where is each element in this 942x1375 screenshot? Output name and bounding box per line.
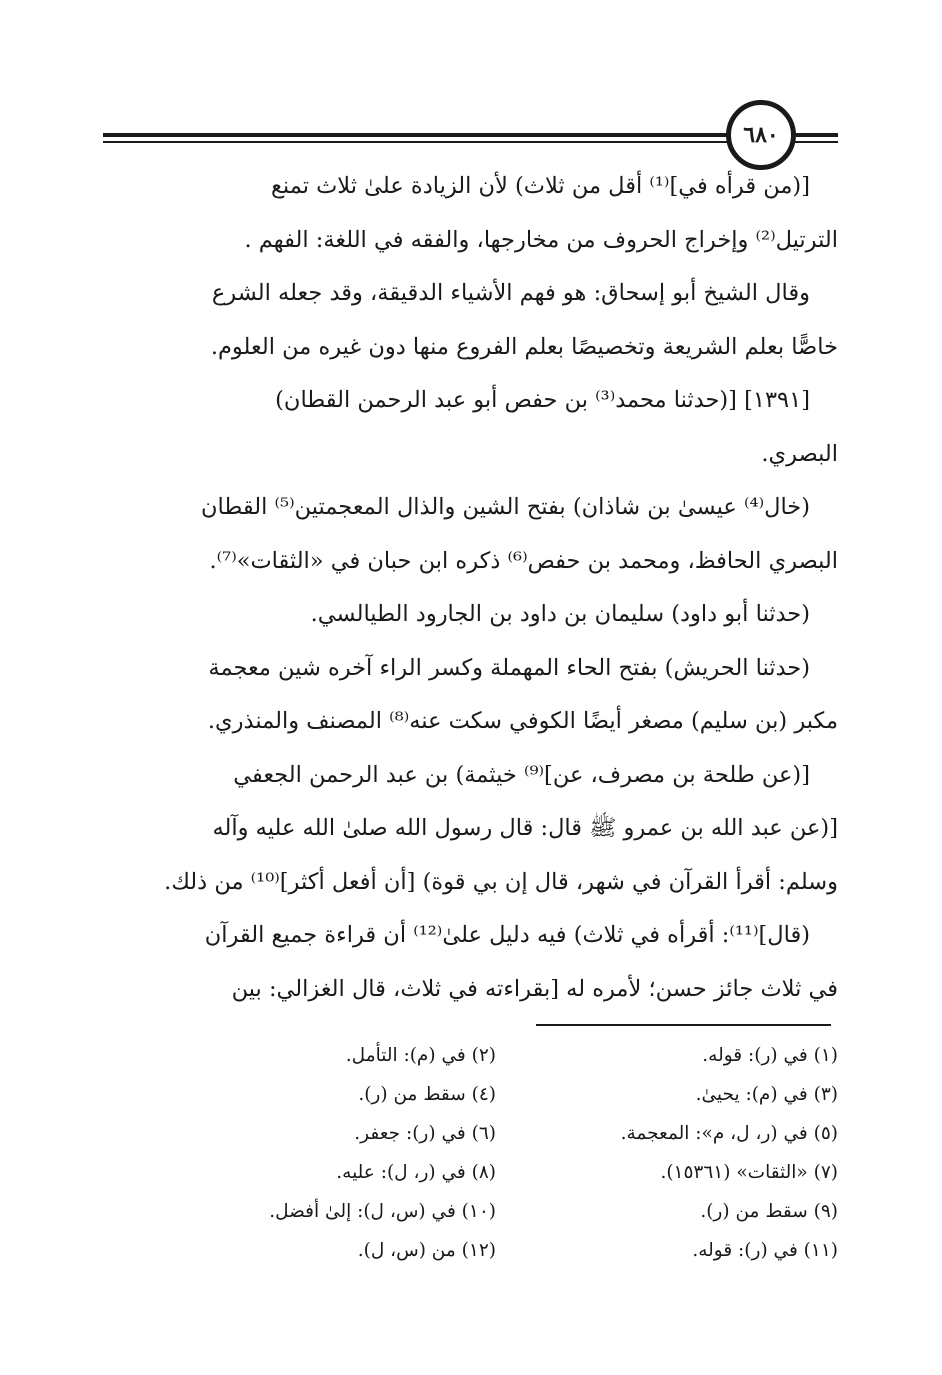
footnote: (٤) سقط من (ر).	[358, 1084, 496, 1105]
footnote-row	[104, 1075, 838, 1114]
footnote-row	[104, 1114, 838, 1153]
page-number: ٦٨٠	[743, 122, 779, 148]
text-line: (قال]⁽¹¹⁾: أقرأه في ثلاث) فيه دليل علىٰ⁽¹²⁾ أن قراءة جميع القرآن	[204, 922, 810, 948]
text-line: وسلم: أقرأ القرآن في شهر، قال إن بي قوة) [أن أفعل أكثر]⁽¹⁰⁾ من ذلك.	[164, 868, 838, 895]
footnote: (١٠) في (س، ل): إلىٰ أفضل.	[269, 1201, 496, 1222]
text-line: [١٣٩١] [(حدثنا محمد⁽³⁾ بن حفص أبو عبد الرحمن القطان)	[275, 387, 810, 413]
text-line: البصري الحافظ، ومحمد بن حفص⁽⁶⁾ ذكره ابن حبان في «الثقات»⁽⁷⁾.	[209, 547, 838, 574]
footnote: (٩) سقط من (ر).	[700, 1201, 838, 1222]
footnotes	[104, 1036, 838, 1270]
text-line: [(عن طلحة بن مصرف، عن]⁽⁹⁾ خيثمة) بن عبد الرحمن الجعفي	[233, 761, 810, 788]
footnote-row	[104, 1192, 838, 1231]
text-line: الترتيل⁽²⁾ وإخراج الحروف من مخارجها، والفقه في اللغة: الفهم .	[244, 226, 838, 253]
footnote: (٧) «الثقات» (١٥٣٦١).	[660, 1162, 838, 1183]
footnote: (٨) في (ر، ل): عليه.	[336, 1162, 496, 1183]
text-line: وقال الشيخ أبو إسحاق: هو فهم الأشياء الدقيقة، وقد جعله الشرع	[211, 280, 810, 306]
text-line: خاصًّا بعلم الشريعة وتخصيصًا بعلم الفروع منها دون غيره من العلوم.	[210, 333, 838, 360]
text-line: [(عن عبد الله بن عمرو ﷺ قال: قال رسول الله صلىٰ الله عليه وآله	[212, 815, 838, 841]
text-line: البصري.	[761, 440, 838, 467]
footnote: (٦) في (ر): جعفر.	[354, 1123, 496, 1144]
text-line: [(من قرأه في]⁽¹⁾ أقل من ثلاث) لأن الزيادة علىٰ ثلاث تمنع	[270, 173, 810, 199]
footnote: (١٢) من (س، ل).	[357, 1240, 496, 1261]
footnote: (٥) في (ر، ل، م»: المعجمة.	[620, 1123, 838, 1144]
text-line: مكبر (بن سليم) مصغر أيضًا الكوفي سكت عنه⁽⁸⁾ المصنف والمنذري.	[207, 708, 838, 734]
text-line: (حدثنا الحريش) بفتح الحاء المهملة وكسر الراء آخره شين معجمة	[208, 654, 810, 681]
footnote-separator	[536, 1024, 831, 1026]
footnote-row	[104, 1153, 838, 1192]
text-line: في ثلاث جائز حسن؛ لأمره له [بقراءته في ثلاث، قال الغزالي: بين	[231, 975, 838, 1002]
footnote: (٢) في (م): التأمل.	[345, 1045, 496, 1066]
footnote: (١) في (ر): قوله.	[702, 1045, 838, 1066]
main-text	[104, 160, 838, 1016]
text-line: (خال⁽⁴⁾ عيسىٰ بن شاذان) بفتح الشين والذال المعجمتين⁽⁵⁾ القطان	[201, 494, 810, 520]
footnote: (٣) في (م): يحيىٰ.	[695, 1084, 838, 1105]
footnote-row	[104, 1231, 838, 1270]
footnote: (١١) في (ر): قوله.	[692, 1240, 838, 1261]
footnote-row	[104, 1036, 838, 1075]
text-line: (حدثنا أبو داود) سليمان بن داود بن الجارود الطيالسي.	[310, 601, 810, 627]
